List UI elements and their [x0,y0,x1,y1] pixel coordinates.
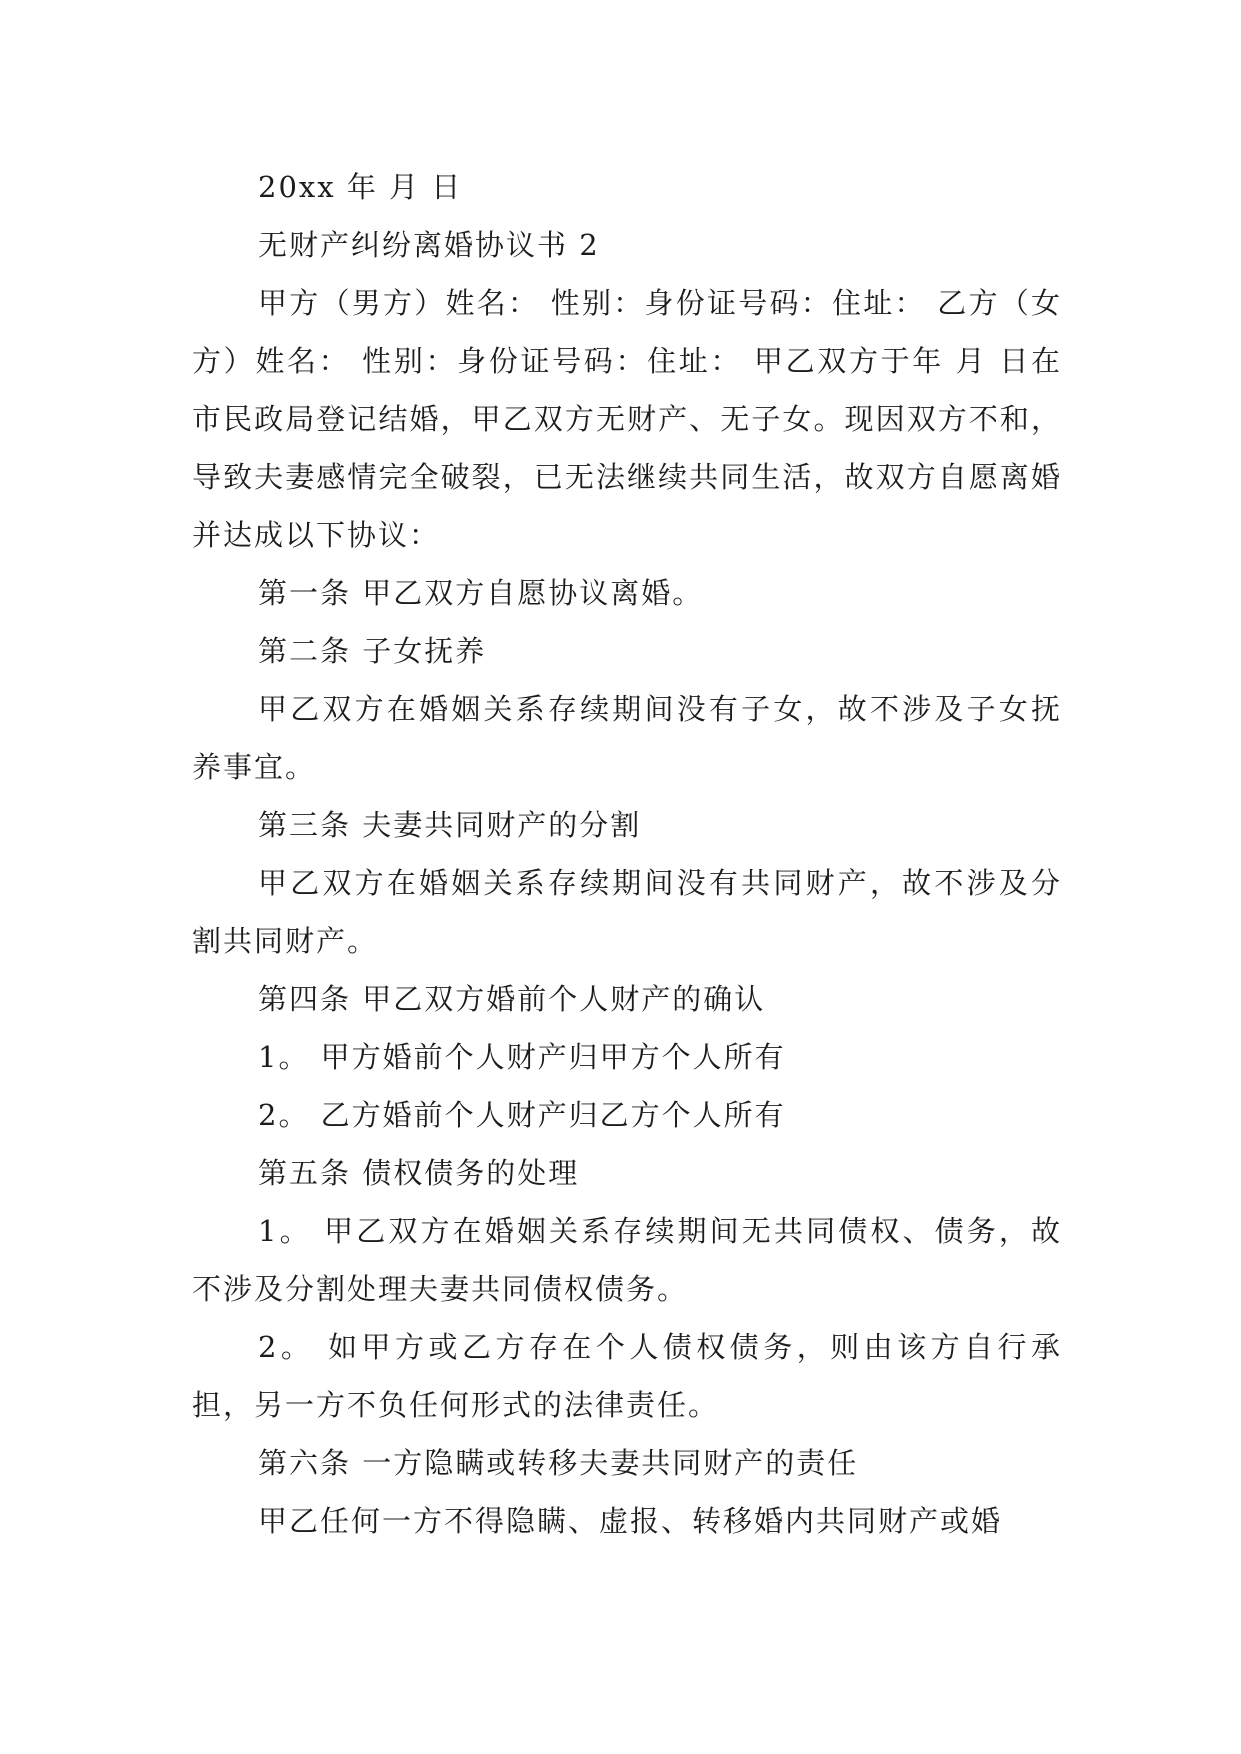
article-5-item-2: 2。 如甲方或乙方存在个人债权债务，则由该方自行承担，另一方不负任何形式的法律责任。 [192,1330,1062,1422]
document-body [192,158,1062,1550]
article-5-heading: 第五条 债权债务的处理 [258,1156,580,1190]
article-2-heading: 第二条 子女抚养 [258,634,487,668]
article-4-heading: 第四条 甲乙双方婚前个人财产的确认 [258,982,766,1016]
article-6-heading: 第六条 一方隐瞒或转移夫妻共同财产的责任 [258,1446,859,1480]
article-1-heading: 第一条 甲乙双方自愿协议离婚。 [258,576,704,610]
article-4-item-1: 1。 甲方婚前个人财产归甲方个人所有 [258,1040,786,1074]
article-2-body: 甲乙双方在婚姻关系存续期间没有子女，故不涉及子女抚养事宜。 [192,692,1062,784]
article-3-heading: 第三条 夫妻共同财产的分割 [258,808,642,842]
article-4-item-2: 2。 乙方婚前个人财产归乙方个人所有 [258,1098,786,1132]
parties-paragraph: 甲方（男方）姓名： 性别：身份证号码：住址： 乙方（女方）姓名： 性别：身份证号码：住址： 甲乙双方于年 月 日在市民政局登记结婚，甲乙双方无财产、无子女。现因双方不和，导致夫妻感情完全破裂，已无法继续共同生活，故双方自愿离婚并达成以下协议： [192,286,1062,552]
article-3-body: 甲乙双方在婚姻关系存续期间没有共同财产，故不涉及分割共同财产。 [192,866,1062,958]
article-6-body: 甲乙任何一方不得隐瞒、虚报、转移婚内共同财产或婚 [258,1504,1003,1538]
article-5-item-1: 1。 甲乙双方在婚姻关系存续期间无共同债权、债务，故不涉及分割处理夫妻共同债权债务。 [192,1214,1062,1306]
document-title: 无财产纠纷离婚协议书 2 [258,228,600,262]
date-line: 20xx 年 月 日 [258,170,463,204]
